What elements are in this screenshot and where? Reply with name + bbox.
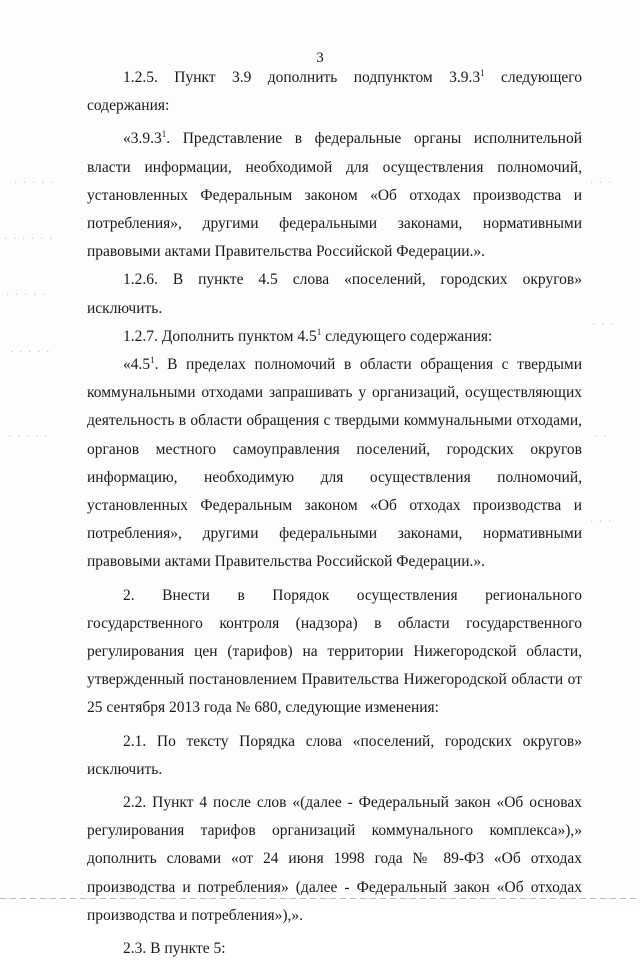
paragraph-4-5-1: «$4.5^1$. В пределах полномочий в области обращения с твердыми коммунальными отходами запрашивать у организаций, осуществляющих деятельность в области обращения с твердыми коммунальными отходами, органов местного самоуправления поселений, городских округов информацию, необходимую для осуществления полномочий, установленных Федеральным законом «Об отходах производства и потребления», другими федеральными законами, нормативными правовыми актами Правительства Российской Федерации.». bbox=[87, 354, 582, 571]
paragraph-1-2-6: 1.2.6. В пункте 4.5 слова «поселений, городских округов» исключить. bbox=[87, 271, 582, 317]
paragraph-3-9-3-1: «3.9.3$^1$. Представление в федеральные органы исполнительной власти информации, необходимой для осуществления полномочий, установленных Федеральным законом «Об отходах производства и потребления», другими федеральными законами, нормативными правовыми актами Правительства Российской Федерации.». bbox=[87, 129, 582, 261]
scan-noise: · · · · · bbox=[10, 345, 51, 358]
paragraph-2-2: 2.2. Пункт 4 после слов «(далее - Федеральный закон «Об основах регулирования тарифов организаций коммунального комплекса»),» дополнить словами «от 24 июня 1998 года № 89-ФЗ «Об отходах производства и потребления» (далее - Федеральный закон «Об отходах производства и потребления»),». bbox=[87, 794, 582, 924]
paragraph-2: 2. Внести в Порядок осуществления регионального государственного контроля (надзора) в области государственного регулирования цен (тарифов) на территории Нижегородской области, утвержденный постановлением Правительства Нижегородской области от 25 сентября 2013 года № 680, следующие изменения: bbox=[87, 586, 582, 717]
scan-noise: · · · · · · bbox=[4, 232, 54, 245]
scan-noise: · · · · · bbox=[8, 430, 49, 443]
scan-noise: · · · bbox=[590, 176, 613, 189]
scan-noise: · · · · · bbox=[14, 176, 55, 189]
scan-noise: · · · · · bbox=[6, 288, 47, 301]
paragraph-2-3: 2.3. В пункте 5: bbox=[123, 940, 226, 958]
document-body bbox=[87, 64, 582, 963]
scan-edge-line bbox=[0, 898, 640, 899]
page-number: 3 bbox=[316, 50, 324, 66]
paragraph-1-2-5: 1.2.5. Пункт 3.9 дополнить подпунктом 3.9.3$^1$ следующего содержания: bbox=[87, 67, 582, 115]
paragraph-2-1: 2.1. По тексту Порядка слова «поселений, городских округов» исключить. bbox=[87, 732, 582, 778]
scan-noise: · · · bbox=[592, 318, 615, 331]
paragraph-1-2-7: 1.2.7. Дополнить пунктом $4.5^1$ следующего содержания: bbox=[123, 326, 493, 345]
scan-noise: · · · bbox=[590, 515, 613, 528]
scan-noise: · · bbox=[594, 430, 608, 443]
